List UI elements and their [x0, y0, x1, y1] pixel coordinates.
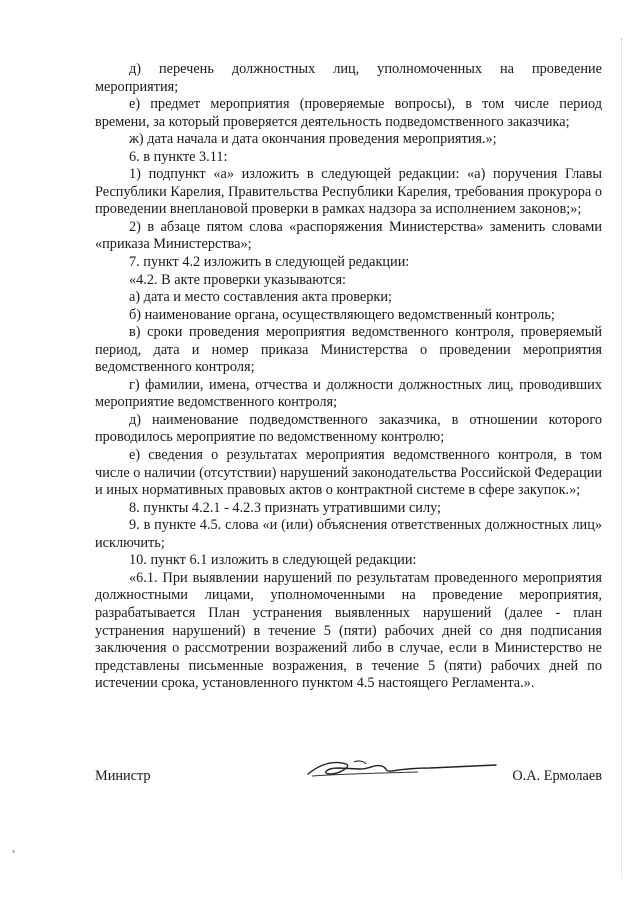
- handwritten-signature: [300, 752, 500, 784]
- signatory-name: О.А. Ермолаев: [512, 768, 602, 784]
- paragraph: 2) в абзаце пятом слова «распоряжения Министерства» заменить словами «приказа Министерства»;: [95, 218, 602, 253]
- paragraph: е) сведения о результатах мероприятия ведомственного контроля, в том числе о наличии (отсутствии) нарушений законодательства Российской Федерации и иных нормативных правовых актов о контрактной системе в сфере закупок.»;: [95, 447, 602, 499]
- paragraph: д) наименование подведомственного заказчика, в отношении которого проводилось мероприятие по ведомственному контролю;: [95, 411, 602, 446]
- scan-speck: [12, 850, 15, 853]
- paragraph: 1) подпункт «а» изложить в следующей редакции: «а) поручения Главы Республики Карелия, Правительства Республики Карелия, требования прокурора о проведении внеплановой проверки в рамках надзора за исполнением законов;»;: [95, 166, 602, 218]
- paragraph: 7. пункт 4.2 изложить в следующей редакции:: [129, 254, 410, 271]
- paragraph: «4.2. В акте проверки указываются:: [129, 271, 347, 288]
- paragraph: в) сроки проведения мероприятия ведомственного контроля, проверяемый период, дата и номер приказа Министерства о проведении мероприятия ведомственного контроля;: [95, 324, 602, 376]
- paragraph: д) перечень должностных лиц, уполномоченных на проведение мероприятия;: [95, 61, 602, 95]
- paragraph: е) предмет мероприятия (проверяемые вопросы), в том числе период времени, за который проверяется деятельность подведомственного заказчика;: [95, 96, 602, 130]
- signature-block: [95, 766, 602, 790]
- paragraph: ж) дата начала и дата окончания проведения мероприятия.»;: [129, 131, 497, 148]
- paragraph: 6. в пункте 3.11:: [129, 148, 228, 165]
- paragraph: 8. пункты 4.2.1 - 4.2.3 признать утратившими силу;: [129, 499, 442, 516]
- scan-edge-line: [621, 38, 622, 878]
- document-body: [95, 61, 602, 693]
- paragraph: г) фамилии, имена, отчества и должности должностных лиц, проводивших мероприятие ведомственного контроля;: [95, 376, 602, 411]
- signatory-title: Министр: [95, 768, 151, 784]
- paragraph: 9. в пункте 4.5. слова «и (или) объяснения ответственных должностных лиц» исключить;: [95, 517, 602, 551]
- paragraph: а) дата и место составления акта проверки;: [129, 289, 392, 306]
- paragraph: «6.1. При выявлении нарушений по результатам проведенного мероприятия должностными лицами, уполномоченными на проведение мероприятия, разрабатывается План устранения выявленных нарушений (далее - план устранения нарушений) в течение 5 (пяти) рабочих дней со дня подписания заключения о рассмотрении возражений либо в случае, если в Министерство не представлены письменные возражения, в течение 5 (пяти) рабочих дней по истечении срока, установленного пунктом 4.5 настоящего Регламента.».: [95, 569, 602, 692]
- paragraph: 10. пункт 6.1 изложить в следующей редакции:: [129, 552, 417, 569]
- paragraph: б) наименование органа, осуществляющего ведомственный контроль;: [129, 306, 555, 323]
